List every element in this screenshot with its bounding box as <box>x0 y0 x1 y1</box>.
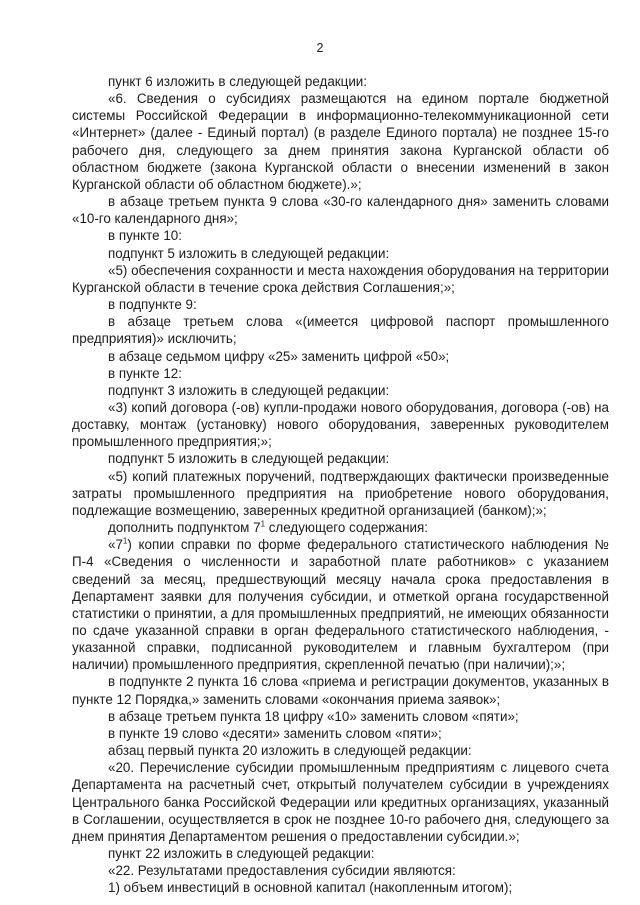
paragraph: в подпункте 9: <box>108 297 197 313</box>
paragraph-text: «7 <box>108 537 123 553</box>
paragraph: в абзаце третьем пункта 9 слова «30-го календарного дня» заменить словами «10-го календарного дня»; <box>72 194 609 227</box>
page-number: 2 <box>316 41 324 55</box>
paragraph-text: ) копии справки по форме федерального статистического наблюдения № П-4 «Сведения о численности и заработной плате работников» с указанием сведений за месяц, предшествующий месяцу начала срока предоставления в Департамент заявки для получения субсидии, и отметкой органа государственной статистики о принятии, а для промышленных предприятий, не имеющих обязанности по сдаче указанной справки в орган федерального статистического наблюдения, - указанной справки, подписанной руководителем и главным бухгалтером (при наличии) промышленного предприятия, скрепленной печатью (при наличии);»; <box>72 537 609 673</box>
paragraph: в абзаце третьем пункта 18 цифру «10» заменить словом «пяти»; <box>108 708 519 724</box>
paragraph: в пункте 10: <box>108 228 182 244</box>
superscript-index: 1 <box>260 519 266 529</box>
paragraph: 1) объем инвестиций в основной капитал (накопленным итогом); <box>108 880 513 896</box>
paragraph: абзац первый пункта 20 изложить в следующей редакции: <box>108 743 472 759</box>
paragraph: в абзаце третьем слова «(имеется цифровой паспорт промышленного предприятия)» исключить; <box>72 314 609 347</box>
paragraph: пункт 22 изложить в следующей редакции: <box>108 846 375 862</box>
paragraph <box>72 536 609 673</box>
paragraph: «6. Сведения о субсидиях размещаются на едином портале бюджетной системы Российской Федерации в информационно-телекоммуникационной сети «Интернет» (далее - Единый портал) (в разделе Единого портала) не позднее 15-го рабочего дня, следующего за днем принятия закона Курганской области об областном бюджете (закона Курганской области о внесении изменений в закон Курганской области об областном бюджете).»; <box>72 91 609 192</box>
paragraph: в пункте 12: <box>108 365 182 381</box>
paragraph: пункт 6 изложить в следующей редакции: <box>108 74 367 89</box>
paragraph-text: следующего содержания: <box>265 520 428 536</box>
paragraph: подпункт 3 изложить в следующей редакции: <box>108 382 390 398</box>
paragraph: подпункт 5 изложить в следующей редакции: <box>108 245 390 261</box>
paragraph: «3) копий договора (-ов) купли-продажи нового оборудования, договора (-ов) на доставку, монтаж (установку) нового оборудования, заверенных руководителем промышленного предприятия;»; <box>72 399 609 450</box>
paragraph: подпункт 5 изложить в следующей редакции: <box>108 451 390 467</box>
paragraph: в пункте 19 слово «десяти» заменить словом «пяти»; <box>108 725 442 741</box>
paragraph-text: дополнить подпунктом 7 <box>108 520 261 536</box>
document-body <box>72 73 609 897</box>
paragraph: в абзаце седьмом цифру «25» заменить цифрой «50»; <box>108 348 450 364</box>
paragraph: «5) обеспечения сохранности и места нахождения оборудования на территории Курганской области в течение срока действия Соглашения;»; <box>72 262 609 295</box>
paragraph: «22. Результатами предоставления субсидии являются: <box>108 863 456 879</box>
paragraph: в подпункте 2 пункта 16 слова «приема и регистрации документов, указанных в пункте 12 Порядка,» заменить словами «окончания приема заявок»; <box>72 674 609 707</box>
paragraph: «20. Перечисление субсидии промышленным предприятиям с лицевого счета Департамента на расчетный счет, открытый получателем субсидии в учреждениях Центрального банка Российской Федерации или кредитных организациях, указанный в Соглашении, осуществляется в срок не позднее 10-го рабочего дня, следующего за днем принятия Департаментом решения о предоставлении субсидии.»; <box>72 760 609 844</box>
paragraph: «5) копий платежных поручений, подтверждающих фактически произведенные затраты промышленного предприятия на приобретение нового оборудования, подлежащие возмещению, заверенных кредитной организацией (банком);»; <box>72 468 609 518</box>
superscript-index: 1 <box>122 536 128 546</box>
paragraph <box>72 519 609 536</box>
